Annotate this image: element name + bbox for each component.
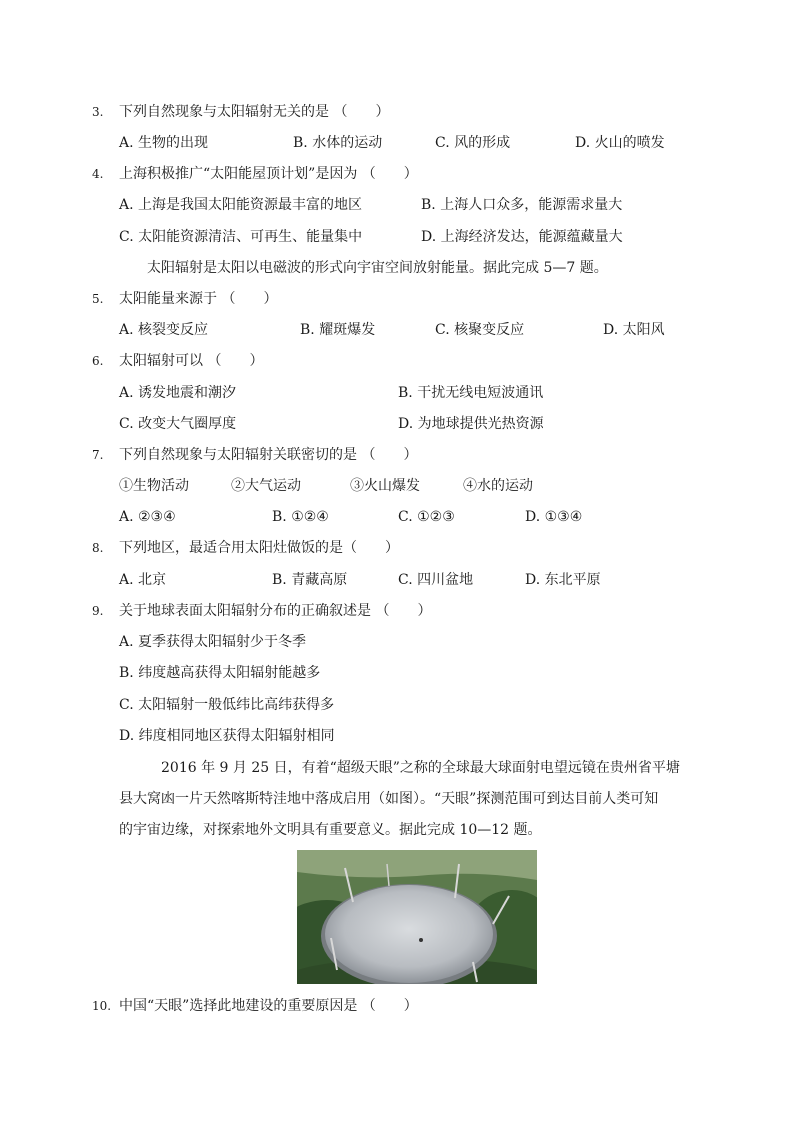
- option-a: A. 北京: [119, 572, 167, 588]
- option-b: B. 上海人口众多，能源需求量大: [421, 197, 623, 213]
- material-intro: 太阳辐射是太阳以电磁波的形式向宇宙空间放射能量。据此完成 5—7 题。: [147, 260, 608, 276]
- option-d: D. 上海经济发达，能源蕴藏量大: [421, 229, 623, 245]
- option-c: C. 四川盆地: [398, 572, 474, 588]
- option-b: B. 青藏高原: [272, 572, 348, 588]
- option-c: C. 太阳能资源清洁、可再生、能量集中: [119, 229, 363, 245]
- question-stem: 下列自然现象与太阳辐射关联密切的是 （ ）: [119, 447, 418, 463]
- statement-item: ③火山爆发: [350, 478, 420, 494]
- question-number: 4.: [92, 167, 104, 181]
- question-stem: 下列地区，最适合用太阳灶做饭的是（ ）: [119, 540, 399, 556]
- option-c: C. 改变大气圈厚度: [119, 416, 237, 432]
- option-d: D. 纬度相同地区获得太阳辐射相同: [119, 728, 335, 744]
- question-number: 9.: [92, 604, 104, 618]
- question-number: 5.: [92, 292, 104, 306]
- question-number: 8.: [92, 541, 104, 555]
- question-stem: 上海积极推广“太阳能屋顶计划”是因为 （ ）: [119, 166, 418, 182]
- option-b: B. 耀斑爆发: [300, 322, 376, 338]
- statement-item: ④水的运动: [463, 478, 533, 494]
- option-b: B. 干扰无线电短波通讯: [398, 385, 544, 401]
- statement-item: ①生物活动: [119, 478, 189, 494]
- question-stem: 太阳辐射可以 （ ）: [119, 353, 264, 369]
- option-a: A. 核裂变反应: [119, 322, 209, 338]
- question-number: 6.: [92, 354, 104, 368]
- question-number: 3.: [92, 105, 104, 119]
- question-number: 10.: [92, 999, 112, 1013]
- option-d: D. 太阳风: [603, 322, 665, 338]
- option-c: C. 太阳辐射一般低纬比高纬获得多: [119, 697, 335, 713]
- option-d: D. 为地球提供光热资源: [398, 416, 544, 432]
- option-a: A. 夏季获得太阳辐射少于冬季: [119, 634, 307, 650]
- telescope-illustration: [297, 850, 537, 984]
- question-stem: 关于地球表面太阳辐射分布的正确叙述是 （ ）: [119, 603, 432, 619]
- option-b: B. ①②④: [272, 509, 329, 525]
- material-paragraph-line: 的宇宙边缘，对探索地外文明具有重要意义。据此完成 10—12 题。: [119, 822, 542, 838]
- question-stem: 下列自然现象与太阳辐射无关的是 （ ）: [119, 104, 390, 120]
- question-number: 7.: [92, 448, 104, 462]
- material-paragraph-line: 2016 年 9 月 25 日，有着“超级天眼”之称的全球最大球面射电望远镜在贵州省平塘: [161, 760, 680, 776]
- option-a: A. 生物的出现: [119, 135, 209, 151]
- option-c: C. ①②③: [398, 509, 455, 525]
- option-a: A. 上海是我国太阳能资源最丰富的地区: [119, 197, 363, 213]
- statement-item: ②大气运动: [231, 478, 301, 494]
- option-c: C. 核聚变反应: [435, 322, 525, 338]
- option-d: D. 火山的喷发: [575, 135, 665, 151]
- option-b: B. 水体的运动: [293, 135, 383, 151]
- option-a: A. ②③④: [119, 509, 176, 525]
- option-a: A. 诱发地震和潮汐: [119, 385, 237, 401]
- option-b: B. 纬度越高获得太阳辐射能越多: [119, 665, 321, 681]
- material-paragraph-line: 县大窝凼一片天然喀斯特洼地中落成启用（如图）。“天眼”探测范围可到达目前人类可知: [119, 791, 659, 807]
- question-stem: 太阳能量来源于 （ ）: [119, 291, 278, 307]
- option-c: C. 风的形成: [435, 135, 511, 151]
- fast-telescope-photo: [297, 850, 537, 984]
- option-d: D. 东北平原: [525, 572, 601, 588]
- question-stem: 中国“天眼”选择此地建设的重要原因是 （ ）: [119, 998, 418, 1014]
- option-d: D. ①③④: [525, 509, 583, 525]
